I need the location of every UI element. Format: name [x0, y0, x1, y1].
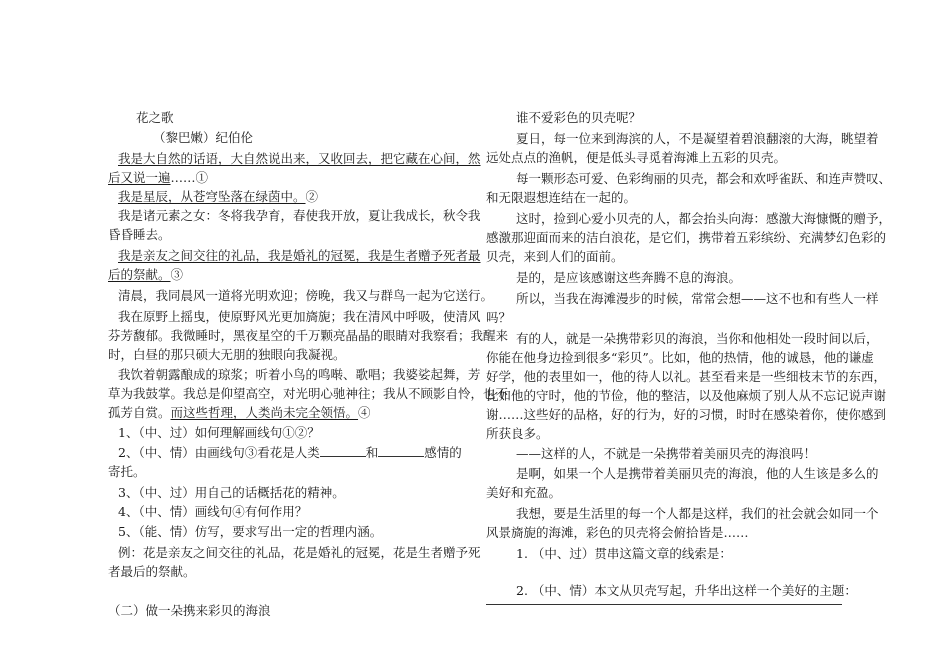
right-line-6: 这时，捡到心爱小贝壳的人，都会抬头向海：感激大海慷慨的赠予， [516, 211, 892, 226]
para-2-marker: ② [305, 189, 319, 204]
right-line-17: 所获良多。 [486, 426, 549, 441]
question-2-line-2: 寄托。 [108, 464, 146, 479]
para-7-lead: 孤芳自赏。 [108, 405, 171, 420]
para-4-line-2 [108, 267, 183, 283]
question-4: 4、（中、情）画线句④有何作用？ [118, 504, 308, 519]
question-2-text-b: 和 [365, 445, 379, 460]
para-6-line-3: 时，白昼的那只硕大无朋的独眼向我凝视。 [108, 347, 346, 362]
para-3-line-2: 昏昏睡去。 [108, 227, 171, 242]
question-5: 5、（能、情）仿写，要求写出一定的哲理内涵。 [118, 524, 383, 539]
right-line-5: 和无限遐想连结在一起的。 [486, 190, 637, 205]
para-1-line-2 [108, 170, 208, 186]
poem-author: （黎巴嫩）纪伯伦 [153, 130, 254, 145]
right-line-21: 我想，要是生活里的每一个人都是这样，我们的社会就会如同一个 [516, 506, 879, 521]
para-6-line-2: 芬芳馥郁。我微睡时，黑夜星空的千万颗亮晶晶的眼睛对我察看；我醒来 [108, 328, 509, 343]
section-2-heading: （二）做一朵携来彩贝的海浪 [108, 603, 271, 618]
example-line-2: 者最后的祭献。 [108, 564, 196, 579]
para-4-underlined-end: 后的祭献。 [108, 267, 171, 282]
para-5: 清晨，我同晨风一道将光明欢迎；傍晚，我又与群鸟一起为它送行。 [118, 288, 494, 303]
right-line-14: 好学，他的表里如一，他的待人以礼。甚至看来是一些细枝末节的东西， [486, 369, 887, 384]
right-line-12: 有的人，就是一朵携带彩贝的海浪，当你和他相处一段时间以后， [516, 331, 879, 346]
right-line-9: 是的，是应该感谢这些奔腾不息的海浪。 [516, 270, 742, 285]
para-4-marker: ③ [170, 267, 184, 282]
right-line-4: 每一颗形态可爱、色彩绚丽的贝壳，都会和欢呼雀跃、和连声赞叹、 [516, 171, 892, 186]
right-question-1: 1. （中、过）贯串这篇文章的线索是： [516, 546, 732, 561]
answer-blank-2[interactable] [378, 445, 424, 457]
para-7-line-2: 草为我鼓掌。我总是仰望高空，对光明心驰神往；我从不顾影自怜，也不 [108, 386, 509, 401]
right-line-2: 夏日，每一位来到海滨的人，不是凝望着碧浪翻滚的大海，眺望着 [516, 131, 879, 146]
question-2-text-a: 2、（中、情）由画线句③看花是人类 [118, 445, 320, 460]
right-question-2: 2. （中、情）本文从贝壳写起，升华出这样一个美好的主题： [516, 583, 857, 598]
right-line-19: 是啊，如果一个人是携带着美丽贝壳的海浪，他的人生该是多么的 [516, 466, 879, 481]
para-3-line-1: 我是诸元素之女：冬将我孕育，春使我开放，夏让我成长，秋令我 [118, 208, 481, 223]
right-line-15: 比如他的守时，他的节俭，他的整洁，以及他麻烦了别人从不忘记说声谢 [486, 388, 887, 403]
para-7-line-1: 我饮着朝露酿成的琼浆；听着小鸟的鸣啭、歌唱；我婆娑起舞，芳 [118, 367, 481, 382]
para-1-line-1: 我是大自然的话语，大自然说出来，又收回去，把它藏在心间，然 [118, 151, 481, 166]
question-2-text-c: 感情的 [424, 445, 462, 460]
right-line-10: 所以，当我在海滩漫步的时候，常常会想——这不也和有些人一样 [516, 291, 879, 306]
question-1: 1、（中、过）如何理解画线句①②？ [118, 425, 320, 440]
answer-blank-1[interactable] [320, 445, 366, 457]
answer-line[interactable] [486, 604, 842, 605]
right-line-20: 美好和充盈。 [486, 485, 562, 500]
right-line-11: 吗？ [486, 310, 512, 325]
right-line-3: 远处点点的渔帆，便是低头寻觅着海滩上五彩的贝壳。 [486, 150, 787, 165]
right-line-18: ——这样的人，不就是一朵携带着美丽贝壳的海浪吗！ [516, 446, 817, 461]
para-6-line-1: 我在原野上摇曳，使原野风光更加旖旎；我在清风中呼吸，使清风 [118, 309, 481, 324]
right-line-7: 感激那迎面而来的洁白浪花，是它们，携带着五彩缤纷、充满梦幻色彩的 [486, 230, 887, 245]
question-2 [118, 445, 462, 461]
para-7-underlined: 而这些哲理，人类尚未完全领悟。 [170, 405, 359, 420]
para-2 [118, 189, 318, 205]
para-1-underlined-end: 后又说一遍 [108, 170, 171, 185]
right-line-16: 谢……这些好的品格，好的行为，好的习惯，时时在感染着你，使你感到 [486, 407, 887, 422]
para-2-underlined: 我是星辰，从苍穹坠落在绿茵中。 [118, 189, 306, 204]
right-line-22: 风景旖旎的海滩，彩色的贝壳将会俯拾皆是…… [486, 525, 749, 540]
example-line-1: 例：花是亲友之间交往的礼品，花是婚礼的冠冕，花是生者赠予死 [118, 545, 481, 560]
para-7-line-3 [108, 405, 371, 421]
para-7-marker: ④ [358, 405, 371, 420]
poem-title: 花之歌 [136, 110, 174, 125]
question-3: 3、（中、过）用自己的话概括花的精神。 [118, 485, 345, 500]
para-4-line-1: 我是亲友之间交往的礼品，我是婚礼的冠冕，我是生者赠予死者最 [118, 248, 481, 263]
right-line-8: 贝壳，来到人们的面前。 [486, 249, 624, 264]
para-1-marker: ……① [170, 170, 209, 185]
right-line-1: 谁不爱彩色的贝壳呢？ [516, 110, 642, 125]
right-line-13: 你能在他身边捡到很多“彩贝”。比如，他的热情，他的诚恳，他的谦虚 [486, 350, 874, 365]
